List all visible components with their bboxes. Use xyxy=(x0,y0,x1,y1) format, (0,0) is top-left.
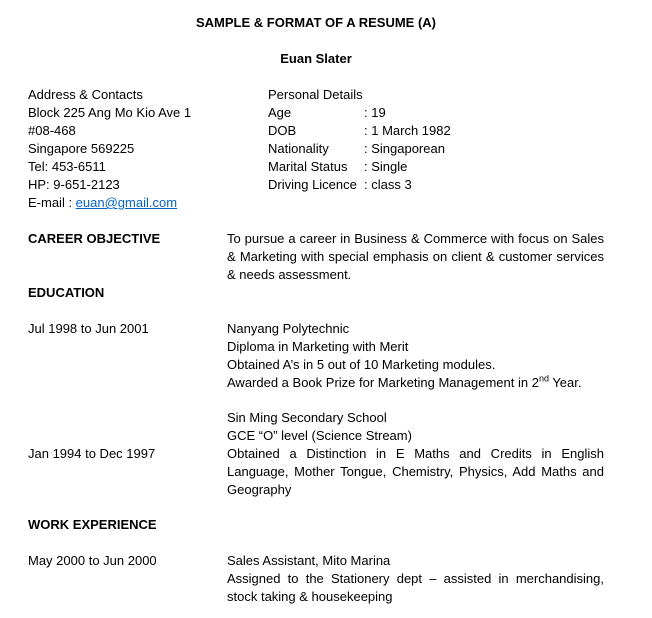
personal-value-dob: : 1 March 1982 xyxy=(364,123,451,138)
education-school-2: Sin Ming Secondary School xyxy=(227,410,387,425)
education-heading: EDUCATION xyxy=(28,285,105,300)
email-link[interactable]: euan@gmail.com xyxy=(75,195,178,210)
personal-key-licence: Driving Licence xyxy=(268,177,357,192)
address-line-3: Singapore 569225 xyxy=(28,141,135,156)
education-dates-1: Jul 1998 to Jun 2001 xyxy=(28,321,149,336)
address-line-1: Block 225 Ang Mo Kio Ave 1 xyxy=(28,105,192,120)
personal-value-licence: : class 3 xyxy=(364,177,412,192)
education-line-1-2: Obtained A’s in 5 out of 10 Marketing modules. xyxy=(227,357,496,372)
personal-value-nationality: : Singaporean xyxy=(364,141,445,156)
award-text-end: Year. xyxy=(548,375,582,390)
work-heading: WORK EXPERIENCE xyxy=(28,517,157,532)
address-line-2: #08-468 xyxy=(28,123,76,138)
address-heading: Address & Contacts xyxy=(28,87,143,102)
award-text: Awarded a Book Prize for Marketing Management in 2 xyxy=(227,375,539,390)
personal-heading: Personal Details xyxy=(268,87,363,102)
personal-key-age: Age xyxy=(268,105,292,120)
personal-key-dob: DOB xyxy=(268,123,297,138)
education-school-1: Nanyang Polytechnic xyxy=(227,321,350,336)
education-line-2-1: GCE “O” level (Science Stream) xyxy=(227,428,412,443)
work-desc-1: Assigned to the Stationery dept – assisted in merchandising, stock taking & housekeeping xyxy=(227,571,604,604)
candidate-name: Euan Slater xyxy=(280,51,352,66)
education-line-1-1: Diploma in Marketing with Merit xyxy=(227,339,409,354)
work-dates-1: May 2000 to Jun 2000 xyxy=(28,553,157,568)
work-role-1: Sales Assistant, Mito Marina xyxy=(227,553,391,568)
telephone: Tel: 453-6511 xyxy=(28,159,106,174)
award-ordinal: nd xyxy=(538,373,549,384)
email-label: E-mail : xyxy=(28,195,76,210)
personal-value-marital: : Single xyxy=(364,159,408,174)
career-heading: CAREER OBJECTIVE xyxy=(28,231,161,246)
career-text: To pursue a career in Business & Commerce with focus on Sales & Marketing with special emphasis on client & customer services & needs assessment. xyxy=(227,231,604,282)
education-line-2-2: Obtained a Distinction in E Maths and Credits in English Language, Mother Tongue, Chemistry, Physics, Add Maths and Geography xyxy=(227,446,604,497)
handphone: HP: 9-651-2123 xyxy=(28,177,120,192)
personal-key-marital: Marital Status xyxy=(268,159,348,174)
resume-title: SAMPLE & FORMAT OF A RESUME (A) xyxy=(195,15,436,30)
education-line-1-3 xyxy=(227,374,604,392)
personal-value-age: : 19 xyxy=(364,105,386,120)
education-dates-2: Jan 1994 to Dec 1997 xyxy=(28,446,156,461)
email-row xyxy=(28,194,177,212)
personal-key-nationality: Nationality xyxy=(268,141,329,156)
